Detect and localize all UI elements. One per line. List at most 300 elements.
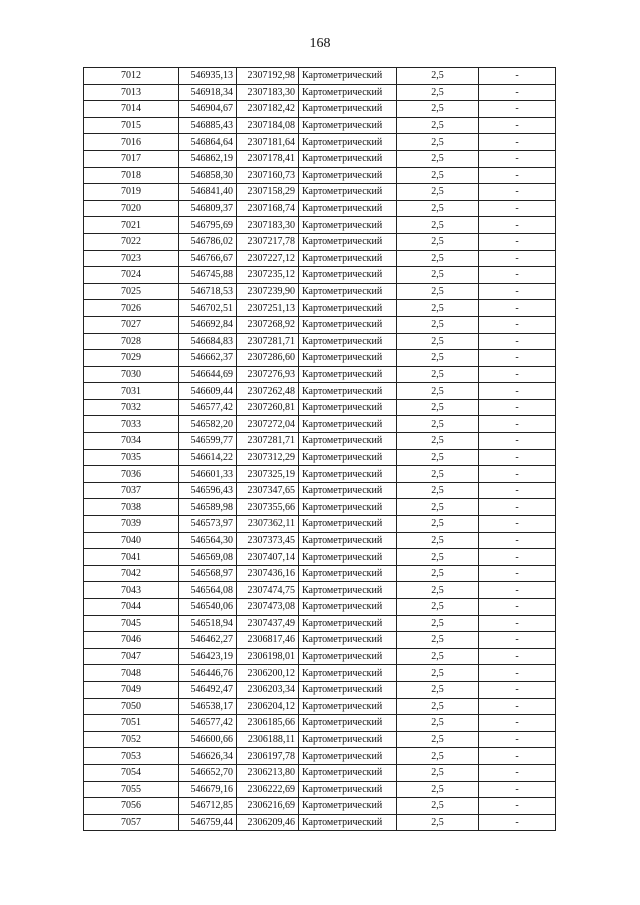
point-number-cell: 7042 (84, 565, 179, 582)
y-coordinate-cell: 2307373,45 (237, 532, 299, 549)
method-cell: Картометрический (299, 117, 397, 134)
x-coordinate-cell: 546662,37 (179, 350, 237, 367)
point-number-cell: 7054 (84, 764, 179, 781)
note-cell: - (479, 283, 556, 300)
y-coordinate-cell: 2307168,74 (237, 200, 299, 217)
y-coordinate-cell: 2307312,29 (237, 449, 299, 466)
point-number-cell: 7040 (84, 532, 179, 549)
method-cell: Картометрический (299, 217, 397, 234)
x-coordinate-cell: 546862,19 (179, 150, 237, 167)
table-row (84, 499, 556, 516)
table-row (84, 333, 556, 350)
table-row (84, 233, 556, 250)
table-row (84, 665, 556, 682)
y-coordinate-cell: 2307347,65 (237, 482, 299, 499)
x-coordinate-cell: 546564,08 (179, 582, 237, 599)
accuracy-cell: 2,5 (397, 267, 479, 284)
y-coordinate-cell: 2307160,73 (237, 167, 299, 184)
x-coordinate-cell: 546462,27 (179, 632, 237, 649)
x-coordinate-cell: 546538,17 (179, 698, 237, 715)
y-coordinate-cell: 2307281,71 (237, 433, 299, 450)
method-cell: Картометрический (299, 333, 397, 350)
table-row (84, 449, 556, 466)
x-coordinate-cell: 546679,16 (179, 781, 237, 798)
point-number-cell: 7033 (84, 416, 179, 433)
x-coordinate-cell: 546759,44 (179, 814, 237, 831)
method-cell: Картометрический (299, 748, 397, 765)
x-coordinate-cell: 546577,42 (179, 399, 237, 416)
table-row (84, 748, 556, 765)
note-cell: - (479, 300, 556, 317)
table-row (84, 549, 556, 566)
method-cell: Картометрический (299, 665, 397, 682)
point-number-cell: 7055 (84, 781, 179, 798)
method-cell: Картометрический (299, 150, 397, 167)
y-coordinate-cell: 2306222,69 (237, 781, 299, 798)
note-cell: - (479, 68, 556, 85)
method-cell: Картометрический (299, 599, 397, 616)
point-number-cell: 7038 (84, 499, 179, 516)
accuracy-cell: 2,5 (397, 117, 479, 134)
table-row (84, 764, 556, 781)
note-cell: - (479, 615, 556, 632)
x-coordinate-cell: 546918,34 (179, 84, 237, 101)
table-row (84, 814, 556, 831)
y-coordinate-cell: 2306188,11 (237, 731, 299, 748)
table-row (84, 599, 556, 616)
point-number-cell: 7056 (84, 798, 179, 815)
point-number-cell: 7031 (84, 383, 179, 400)
method-cell: Картометрический (299, 681, 397, 698)
method-cell: Картометрический (299, 250, 397, 267)
method-cell: Картометрический (299, 482, 397, 499)
note-cell: - (479, 582, 556, 599)
accuracy-cell: 2,5 (397, 101, 479, 118)
accuracy-cell: 2,5 (397, 648, 479, 665)
coordinates-table-body (84, 68, 556, 831)
note-cell: - (479, 565, 556, 582)
y-coordinate-cell: 2307272,04 (237, 416, 299, 433)
accuracy-cell: 2,5 (397, 681, 479, 698)
note-cell: - (479, 698, 556, 715)
table-row (84, 283, 556, 300)
table-row (84, 316, 556, 333)
accuracy-cell: 2,5 (397, 250, 479, 267)
method-cell: Картометрический (299, 781, 397, 798)
method-cell: Картометрический (299, 466, 397, 483)
x-coordinate-cell: 546809,37 (179, 200, 237, 217)
point-number-cell: 7049 (84, 681, 179, 698)
x-coordinate-cell: 546492,47 (179, 681, 237, 698)
table-row (84, 383, 556, 400)
accuracy-cell: 2,5 (397, 433, 479, 450)
y-coordinate-cell: 2307178,41 (237, 150, 299, 167)
point-number-cell: 7035 (84, 449, 179, 466)
point-number-cell: 7019 (84, 184, 179, 201)
x-coordinate-cell: 546446,76 (179, 665, 237, 682)
method-cell: Картометрический (299, 399, 397, 416)
table-row (84, 250, 556, 267)
method-cell: Картометрический (299, 449, 397, 466)
accuracy-cell: 2,5 (397, 549, 479, 566)
table-row (84, 698, 556, 715)
y-coordinate-cell: 2306185,66 (237, 715, 299, 732)
note-cell: - (479, 499, 556, 516)
x-coordinate-cell: 546745,88 (179, 267, 237, 284)
y-coordinate-cell: 2307325,19 (237, 466, 299, 483)
x-coordinate-cell: 546540,06 (179, 599, 237, 616)
accuracy-cell: 2,5 (397, 300, 479, 317)
x-coordinate-cell: 546841,40 (179, 184, 237, 201)
accuracy-cell: 2,5 (397, 482, 479, 499)
note-cell: - (479, 267, 556, 284)
point-number-cell: 7014 (84, 101, 179, 118)
x-coordinate-cell: 546601,33 (179, 466, 237, 483)
note-cell: - (479, 399, 556, 416)
accuracy-cell: 2,5 (397, 283, 479, 300)
table-row (84, 350, 556, 367)
accuracy-cell: 2,5 (397, 134, 479, 151)
table-row (84, 150, 556, 167)
accuracy-cell: 2,5 (397, 748, 479, 765)
table-row (84, 565, 556, 582)
y-coordinate-cell: 2307407,14 (237, 549, 299, 566)
y-coordinate-cell: 2307192,98 (237, 68, 299, 85)
table-row (84, 516, 556, 533)
x-coordinate-cell: 546573,97 (179, 516, 237, 533)
note-cell: - (479, 632, 556, 649)
point-number-cell: 7046 (84, 632, 179, 649)
y-coordinate-cell: 2306197,78 (237, 748, 299, 765)
table-row (84, 532, 556, 549)
method-cell: Картометрический (299, 764, 397, 781)
note-cell: - (479, 599, 556, 616)
method-cell: Картометрический (299, 549, 397, 566)
point-number-cell: 7043 (84, 582, 179, 599)
point-number-cell: 7027 (84, 316, 179, 333)
method-cell: Картометрический (299, 300, 397, 317)
note-cell: - (479, 250, 556, 267)
x-coordinate-cell: 546568,97 (179, 565, 237, 582)
y-coordinate-cell: 2307251,13 (237, 300, 299, 317)
method-cell: Картометрический (299, 416, 397, 433)
x-coordinate-cell: 546564,30 (179, 532, 237, 549)
table-row (84, 184, 556, 201)
accuracy-cell: 2,5 (397, 399, 479, 416)
accuracy-cell: 2,5 (397, 532, 479, 549)
method-cell: Картометрический (299, 383, 397, 400)
point-number-cell: 7050 (84, 698, 179, 715)
accuracy-cell: 2,5 (397, 731, 479, 748)
y-coordinate-cell: 2307362,11 (237, 516, 299, 533)
note-cell: - (479, 681, 556, 698)
accuracy-cell: 2,5 (397, 316, 479, 333)
point-number-cell: 7024 (84, 267, 179, 284)
accuracy-cell: 2,5 (397, 764, 479, 781)
accuracy-cell: 2,5 (397, 416, 479, 433)
accuracy-cell: 2,5 (397, 582, 479, 599)
accuracy-cell: 2,5 (397, 200, 479, 217)
note-cell: - (479, 200, 556, 217)
x-coordinate-cell: 546577,42 (179, 715, 237, 732)
method-cell: Картометрический (299, 184, 397, 201)
y-coordinate-cell: 2307182,42 (237, 101, 299, 118)
table-row (84, 798, 556, 815)
method-cell: Картометрический (299, 814, 397, 831)
y-coordinate-cell: 2307436,16 (237, 565, 299, 582)
accuracy-cell: 2,5 (397, 217, 479, 234)
x-coordinate-cell: 546702,51 (179, 300, 237, 317)
point-number-cell: 7018 (84, 167, 179, 184)
point-number-cell: 7051 (84, 715, 179, 732)
table-row (84, 781, 556, 798)
table-row (84, 84, 556, 101)
point-number-cell: 7012 (84, 68, 179, 85)
point-number-cell: 7013 (84, 84, 179, 101)
method-cell: Картометрический (299, 499, 397, 516)
y-coordinate-cell: 2306200,12 (237, 665, 299, 682)
table-row (84, 68, 556, 85)
accuracy-cell: 2,5 (397, 516, 479, 533)
x-coordinate-cell: 546582,20 (179, 416, 237, 433)
x-coordinate-cell: 546692,84 (179, 316, 237, 333)
note-cell: - (479, 84, 556, 101)
note-cell: - (479, 715, 556, 732)
accuracy-cell: 2,5 (397, 68, 479, 85)
note-cell: - (479, 134, 556, 151)
table-row (84, 366, 556, 383)
x-coordinate-cell: 546712,85 (179, 798, 237, 815)
table-row (84, 681, 556, 698)
note-cell: - (479, 366, 556, 383)
method-cell: Картометрический (299, 731, 397, 748)
y-coordinate-cell: 2307183,30 (237, 84, 299, 101)
point-number-cell: 7017 (84, 150, 179, 167)
accuracy-cell: 2,5 (397, 150, 479, 167)
table-row (84, 200, 556, 217)
note-cell: - (479, 416, 556, 433)
accuracy-cell: 2,5 (397, 84, 479, 101)
x-coordinate-cell: 546599,77 (179, 433, 237, 450)
method-cell: Картометрический (299, 532, 397, 549)
note-cell: - (479, 665, 556, 682)
method-cell: Картометрический (299, 233, 397, 250)
y-coordinate-cell: 2307437,49 (237, 615, 299, 632)
note-cell: - (479, 184, 556, 201)
accuracy-cell: 2,5 (397, 698, 479, 715)
table-row (84, 582, 556, 599)
point-number-cell: 7052 (84, 731, 179, 748)
y-coordinate-cell: 2307239,90 (237, 283, 299, 300)
note-cell: - (479, 117, 556, 134)
point-number-cell: 7016 (84, 134, 179, 151)
table-row (84, 399, 556, 416)
y-coordinate-cell: 2306198,01 (237, 648, 299, 665)
note-cell: - (479, 167, 556, 184)
accuracy-cell: 2,5 (397, 615, 479, 632)
x-coordinate-cell: 546609,44 (179, 383, 237, 400)
note-cell: - (479, 731, 556, 748)
accuracy-cell: 2,5 (397, 167, 479, 184)
y-coordinate-cell: 2307217,78 (237, 233, 299, 250)
note-cell: - (479, 516, 556, 533)
point-number-cell: 7039 (84, 516, 179, 533)
accuracy-cell: 2,5 (397, 499, 479, 516)
y-coordinate-cell: 2307181,64 (237, 134, 299, 151)
point-number-cell: 7037 (84, 482, 179, 499)
point-number-cell: 7022 (84, 233, 179, 250)
table-row (84, 416, 556, 433)
note-cell: - (479, 233, 556, 250)
note-cell: - (479, 449, 556, 466)
y-coordinate-cell: 2307268,92 (237, 316, 299, 333)
note-cell: - (479, 383, 556, 400)
point-number-cell: 7044 (84, 599, 179, 616)
y-coordinate-cell: 2306817,46 (237, 632, 299, 649)
x-coordinate-cell: 546600,66 (179, 731, 237, 748)
note-cell: - (479, 814, 556, 831)
table-row (84, 648, 556, 665)
method-cell: Картометрический (299, 134, 397, 151)
table-row (84, 632, 556, 649)
x-coordinate-cell: 546766,67 (179, 250, 237, 267)
note-cell: - (479, 748, 556, 765)
note-cell: - (479, 150, 556, 167)
y-coordinate-cell: 2306209,46 (237, 814, 299, 831)
table-row (84, 715, 556, 732)
y-coordinate-cell: 2307276,93 (237, 366, 299, 383)
method-cell: Картометрический (299, 582, 397, 599)
x-coordinate-cell: 546684,83 (179, 333, 237, 350)
point-number-cell: 7057 (84, 814, 179, 831)
table-row (84, 117, 556, 134)
note-cell: - (479, 333, 556, 350)
y-coordinate-cell: 2306204,12 (237, 698, 299, 715)
point-number-cell: 7021 (84, 217, 179, 234)
x-coordinate-cell: 546904,67 (179, 101, 237, 118)
y-coordinate-cell: 2306216,69 (237, 798, 299, 815)
y-coordinate-cell: 2306213,80 (237, 764, 299, 781)
accuracy-cell: 2,5 (397, 599, 479, 616)
accuracy-cell: 2,5 (397, 665, 479, 682)
note-cell: - (479, 798, 556, 815)
accuracy-cell: 2,5 (397, 632, 479, 649)
point-number-cell: 7045 (84, 615, 179, 632)
note-cell: - (479, 350, 556, 367)
x-coordinate-cell: 546644,69 (179, 366, 237, 383)
table-row (84, 267, 556, 284)
method-cell: Картометрический (299, 267, 397, 284)
y-coordinate-cell: 2307260,81 (237, 399, 299, 416)
x-coordinate-cell: 546795,69 (179, 217, 237, 234)
method-cell: Картометрический (299, 68, 397, 85)
table-row (84, 134, 556, 151)
accuracy-cell: 2,5 (397, 233, 479, 250)
method-cell: Картометрический (299, 516, 397, 533)
point-number-cell: 7036 (84, 466, 179, 483)
note-cell: - (479, 532, 556, 549)
point-number-cell: 7026 (84, 300, 179, 317)
method-cell: Картометрический (299, 316, 397, 333)
y-coordinate-cell: 2307262,48 (237, 383, 299, 400)
method-cell: Картометрический (299, 366, 397, 383)
point-number-cell: 7029 (84, 350, 179, 367)
table-row (84, 217, 556, 234)
method-cell: Картометрический (299, 433, 397, 450)
x-coordinate-cell: 546596,43 (179, 482, 237, 499)
note-cell: - (479, 764, 556, 781)
accuracy-cell: 2,5 (397, 814, 479, 831)
y-coordinate-cell: 2307235,12 (237, 267, 299, 284)
y-coordinate-cell: 2307473,08 (237, 599, 299, 616)
method-cell: Картометрический (299, 350, 397, 367)
method-cell: Картометрический (299, 200, 397, 217)
coordinates-table (83, 67, 556, 831)
table-row (84, 466, 556, 483)
y-coordinate-cell: 2307355,66 (237, 499, 299, 516)
accuracy-cell: 2,5 (397, 383, 479, 400)
point-number-cell: 7048 (84, 665, 179, 682)
note-cell: - (479, 549, 556, 566)
point-number-cell: 7015 (84, 117, 179, 134)
point-number-cell: 7028 (84, 333, 179, 350)
method-cell: Картометрический (299, 84, 397, 101)
point-number-cell: 7034 (84, 433, 179, 450)
method-cell: Картометрический (299, 648, 397, 665)
note-cell: - (479, 217, 556, 234)
x-coordinate-cell: 546569,08 (179, 549, 237, 566)
point-number-cell: 7020 (84, 200, 179, 217)
method-cell: Картометрический (299, 715, 397, 732)
table-row (84, 731, 556, 748)
method-cell: Картометрический (299, 798, 397, 815)
note-cell: - (479, 648, 556, 665)
y-coordinate-cell: 2307227,12 (237, 250, 299, 267)
y-coordinate-cell: 2307281,71 (237, 333, 299, 350)
table-row (84, 615, 556, 632)
x-coordinate-cell: 546423,19 (179, 648, 237, 665)
accuracy-cell: 2,5 (397, 333, 479, 350)
note-cell: - (479, 433, 556, 450)
note-cell: - (479, 101, 556, 118)
x-coordinate-cell: 546626,34 (179, 748, 237, 765)
accuracy-cell: 2,5 (397, 781, 479, 798)
accuracy-cell: 2,5 (397, 715, 479, 732)
x-coordinate-cell: 546718,53 (179, 283, 237, 300)
x-coordinate-cell: 546858,30 (179, 167, 237, 184)
accuracy-cell: 2,5 (397, 449, 479, 466)
table-row (84, 101, 556, 118)
y-coordinate-cell: 2307183,30 (237, 217, 299, 234)
accuracy-cell: 2,5 (397, 184, 479, 201)
method-cell: Картометрический (299, 167, 397, 184)
note-cell: - (479, 316, 556, 333)
x-coordinate-cell: 546589,98 (179, 499, 237, 516)
method-cell: Картометрический (299, 698, 397, 715)
x-coordinate-cell: 546518,94 (179, 615, 237, 632)
x-coordinate-cell: 546864,64 (179, 134, 237, 151)
point-number-cell: 7032 (84, 399, 179, 416)
note-cell: - (479, 482, 556, 499)
accuracy-cell: 2,5 (397, 350, 479, 367)
point-number-cell: 7053 (84, 748, 179, 765)
note-cell: - (479, 466, 556, 483)
page-number: 168 (309, 36, 331, 51)
accuracy-cell: 2,5 (397, 466, 479, 483)
y-coordinate-cell: 2306203,34 (237, 681, 299, 698)
point-number-cell: 7025 (84, 283, 179, 300)
method-cell: Картометрический (299, 101, 397, 118)
